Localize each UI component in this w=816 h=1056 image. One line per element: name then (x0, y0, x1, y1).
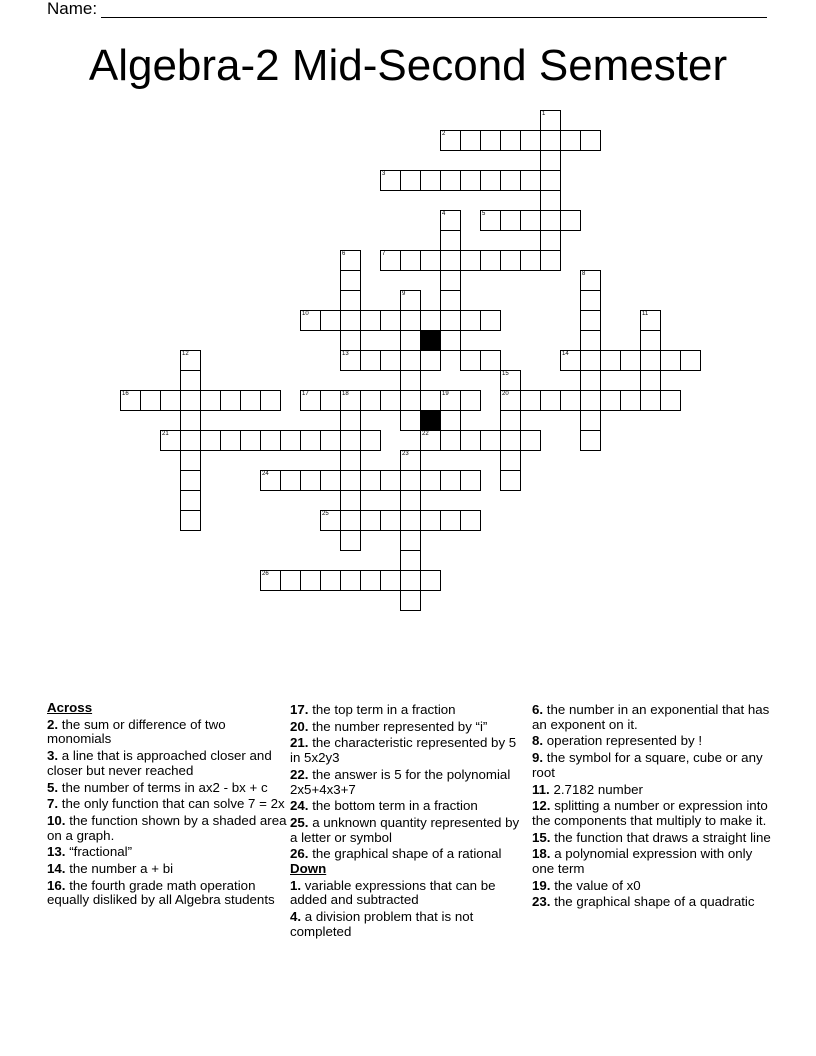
crossword-cell[interactable] (300, 470, 321, 491)
clue-item (47, 845, 287, 860)
crossword-cell[interactable] (440, 270, 461, 291)
clue-number-label: 17. (290, 702, 309, 717)
clue-number: 4 (442, 211, 446, 217)
clue-item (532, 751, 772, 780)
clue-item (532, 895, 772, 910)
crossword-cell[interactable] (200, 430, 221, 451)
crossword-cell[interactable] (340, 530, 361, 551)
crossword-cell[interactable] (580, 130, 601, 151)
crossword-cell[interactable] (500, 430, 521, 451)
crossword-cell[interactable] (440, 510, 461, 531)
clue-item (47, 781, 287, 796)
clue-item (290, 799, 526, 814)
clue-text: the number of terms in ax2 - bx + c (58, 779, 268, 795)
blocked-cell (420, 330, 441, 351)
clue-item (290, 720, 526, 735)
clue-number: 13 (342, 351, 349, 357)
clue-item (290, 703, 526, 718)
clue-number-label: 20. (290, 718, 309, 734)
crossword-cell[interactable] (340, 470, 361, 491)
clue-number-label: 24. (290, 798, 309, 814)
clue-text: the symbol for a square, cube or any root (532, 750, 763, 780)
clue-number-label: 5. (47, 779, 59, 795)
clue-text: a line that is approached closer and closer but never reached (47, 748, 272, 778)
clue-item (47, 797, 287, 812)
crossword-cell[interactable] (380, 470, 401, 491)
clue-number-label: 8. (532, 733, 544, 749)
crossword-cell[interactable] (340, 490, 361, 511)
clue-number: 26 (262, 571, 269, 577)
crossword-cell[interactable] (380, 390, 401, 411)
crossword-cell[interactable] (180, 450, 201, 471)
clue-number-label: 1. (290, 877, 302, 893)
clue-item (290, 847, 526, 862)
crossword-cell[interactable] (300, 310, 321, 331)
crossword-cell[interactable] (380, 350, 401, 371)
clue-text: the graphical shape of a quadratic (550, 894, 755, 910)
crossword-cell[interactable] (400, 330, 421, 351)
clue-number: 25 (322, 511, 329, 517)
crossword-cell[interactable] (580, 390, 601, 411)
crossword-cell[interactable] (440, 410, 461, 431)
crossword-cell[interactable] (540, 150, 561, 171)
crossword-cell[interactable] (380, 170, 401, 191)
crossword-cell[interactable] (420, 570, 441, 591)
crossword-cell[interactable] (640, 350, 661, 371)
crossword-cell[interactable] (340, 350, 361, 371)
crossword-cell[interactable] (360, 570, 381, 591)
clue-number: 15 (502, 371, 509, 377)
clue-number: 8 (582, 271, 586, 277)
clue-number-label: 9. (532, 750, 544, 766)
clue-text: the top term in a fraction (308, 702, 456, 717)
clue-number: 9 (402, 291, 406, 297)
crossword-cell[interactable] (480, 430, 501, 451)
clue-text: a unknown quantity represented by a letter or symbol (290, 814, 520, 845)
crossword-cell[interactable] (460, 510, 481, 531)
across-heading: Across (47, 700, 93, 715)
clue-number: 6 (342, 251, 346, 257)
crossword-cell[interactable] (180, 390, 201, 411)
clue-number: 20 (502, 391, 509, 397)
crossword-cell[interactable] (660, 350, 681, 371)
clue-number-label: 10. (47, 812, 66, 828)
clue-number-label: 18. (532, 846, 551, 862)
crossword-cell[interactable] (340, 330, 361, 351)
crossword-cell[interactable] (340, 410, 361, 431)
clue-item (47, 862, 287, 877)
crossword-cell[interactable] (180, 490, 201, 511)
crossword-cell[interactable] (500, 210, 521, 231)
clue-text: the number in an exponential that has an exponent on it. (532, 702, 770, 732)
crossword-cell[interactable] (580, 330, 601, 351)
crossword-cell[interactable] (620, 350, 641, 371)
crossword-cell[interactable] (400, 350, 421, 371)
clue-number: 21 (162, 431, 169, 437)
crossword-cell[interactable] (360, 310, 381, 331)
clue-number: 1 (542, 111, 546, 117)
crossword-cell[interactable] (580, 310, 601, 331)
crossword-cell[interactable] (420, 510, 441, 531)
crossword-cell[interactable] (520, 430, 541, 451)
crossword-cell[interactable] (400, 510, 421, 531)
clue-text: the only function that can solve 7 = 2x (58, 796, 285, 812)
crossword-cell[interactable] (540, 170, 561, 191)
crossword-cell[interactable] (400, 570, 421, 591)
crossword-cell[interactable] (340, 290, 361, 311)
crossword-cell[interactable] (480, 130, 501, 151)
crossword-cell[interactable] (440, 310, 461, 331)
crossword-cell[interactable] (480, 250, 501, 271)
crossword-cell[interactable] (180, 470, 201, 491)
crossword-cell[interactable] (640, 310, 661, 331)
crossword-cell[interactable] (460, 390, 481, 411)
clue-item (532, 799, 772, 828)
clue-number: 16 (122, 391, 129, 397)
crossword-cell[interactable] (480, 350, 501, 371)
crossword-cell[interactable] (400, 470, 421, 491)
crossword-cell[interactable] (260, 430, 281, 451)
clue-number-label: 11. (532, 781, 550, 797)
crossword-cell[interactable] (540, 190, 561, 211)
clue-text: the function that draws a straight line (550, 829, 771, 845)
crossword-cell[interactable] (440, 390, 461, 411)
clue-item (290, 879, 526, 908)
crossword-cell[interactable] (640, 370, 661, 391)
clue-text: splitting a number or expression into the components that multiply to make it. (532, 798, 768, 828)
clue-number: 12 (182, 351, 189, 357)
crossword-cell[interactable] (460, 170, 481, 191)
clue-item (47, 814, 287, 843)
crossword-cell[interactable] (420, 470, 441, 491)
crossword-cell[interactable] (540, 130, 561, 151)
crossword-cell[interactable] (340, 250, 361, 271)
crossword-cell[interactable] (200, 390, 221, 411)
clue-text: variable expressions that can be added and subtracted (290, 877, 496, 908)
crossword-cell[interactable] (440, 290, 461, 311)
crossword-cell[interactable] (440, 430, 461, 451)
crossword-cell[interactable] (580, 430, 601, 451)
clue-number-label: 12. (532, 798, 551, 814)
crossword-cell[interactable] (600, 350, 621, 371)
crossword-cell[interactable] (460, 130, 481, 151)
clue-text: operation represented by ! (543, 733, 703, 749)
clue-item (532, 703, 772, 732)
crossword-cell[interactable] (440, 130, 461, 151)
crossword-cell[interactable] (220, 430, 241, 451)
crossword-cell[interactable] (260, 390, 281, 411)
crossword-cell[interactable] (620, 390, 641, 411)
crossword-cell[interactable] (360, 510, 381, 531)
crossword-cell[interactable] (560, 390, 581, 411)
clue-number: 17 (302, 391, 309, 397)
clue-text: 2.7182 number (549, 781, 643, 797)
clue-number-label: 22. (290, 766, 309, 782)
crossword-cell[interactable] (520, 250, 541, 271)
name-label: Name: (47, 0, 98, 18)
crossword-cell[interactable] (400, 370, 421, 391)
crossword-cell[interactable] (360, 350, 381, 371)
crossword-cell[interactable] (460, 470, 481, 491)
clue-number-label: 19. (532, 877, 551, 893)
crossword-cell[interactable] (340, 270, 361, 291)
crossword-cell[interactable] (500, 410, 521, 431)
clue-text: the answer is 5 for the polynomial 2x5+4x3+7 (290, 766, 511, 797)
clue-item (290, 910, 526, 939)
crossword-cell[interactable] (520, 130, 541, 151)
clue-number: 18 (342, 391, 349, 397)
crossword-cell[interactable] (500, 370, 521, 391)
crossword-cell[interactable] (540, 210, 561, 231)
clue-text: the bottom term in a fraction (308, 798, 478, 814)
clue-item (290, 816, 526, 845)
clue-item (47, 879, 287, 908)
crossword-cell[interactable] (300, 390, 321, 411)
crossword-cell[interactable] (400, 450, 421, 471)
crossword-cell[interactable] (340, 450, 361, 471)
crossword-cell[interactable] (520, 390, 541, 411)
crossword-cell[interactable] (340, 510, 361, 531)
crossword-cell[interactable] (240, 430, 261, 451)
crossword-cell[interactable] (120, 390, 141, 411)
crossword-cell[interactable] (680, 350, 701, 371)
clue-number-label: 2. (47, 716, 59, 732)
clue-column-1 (47, 701, 287, 908)
clue-item (532, 879, 772, 894)
clue-text: the graphical shape of a rational (308, 846, 502, 862)
crossword-cell[interactable] (180, 350, 201, 371)
crossword-cell[interactable] (400, 390, 421, 411)
clue-text: the sum or difference of two monomials (47, 716, 226, 747)
clue-number-label: 21. (290, 735, 309, 751)
crossword-cell[interactable] (580, 290, 601, 311)
crossword-cell[interactable] (160, 430, 181, 451)
crossword-cell[interactable] (540, 230, 561, 251)
crossword-cell[interactable] (480, 170, 501, 191)
crossword-cell[interactable] (400, 490, 421, 511)
crossword-cell[interactable] (660, 390, 681, 411)
clue-number-label: 3. (47, 748, 59, 764)
clue-text: the characteristic represented by 5 in 5x2y3 (290, 735, 517, 766)
clue-text: a polynomial expression with only one term (532, 846, 753, 877)
clue-number: 5 (482, 211, 486, 217)
crossword-cell[interactable] (340, 430, 361, 451)
crossword-cell[interactable] (320, 310, 341, 331)
clue-number: 23 (402, 451, 409, 457)
crossword-cell[interactable] (320, 430, 341, 451)
clue-item (47, 718, 287, 747)
crossword-cell[interactable] (500, 130, 521, 151)
clue-number-label: 25. (290, 814, 309, 830)
clue-item (532, 734, 772, 749)
clue-text: the value of x0 (550, 877, 641, 893)
clue-item (47, 749, 287, 778)
crossword-cell[interactable] (340, 570, 361, 591)
crossword-cell[interactable] (480, 310, 501, 331)
crossword-cell[interactable] (400, 530, 421, 551)
clue-number-label: 4. (290, 909, 302, 925)
clue-text: the function shown by a shaded area on a graph. (47, 812, 287, 843)
crossword-cell[interactable] (460, 350, 481, 371)
crossword-cell[interactable] (640, 330, 661, 351)
crossword-cell[interactable] (300, 570, 321, 591)
crossword-cell[interactable] (440, 170, 461, 191)
clue-column-3 (532, 701, 772, 910)
crossword-cell[interactable] (560, 210, 581, 231)
clue-text: the fourth grade math operation equally disliked by all Algebra students (47, 877, 275, 908)
clue-text: the number represented by “i” (308, 718, 488, 734)
crossword-cell[interactable] (420, 390, 441, 411)
crossword-cell[interactable] (460, 430, 481, 451)
clue-text: a division problem that is not completed (290, 909, 474, 939)
crossword-cell[interactable] (600, 390, 621, 411)
crossword-cell[interactable] (180, 370, 201, 391)
crossword-cell[interactable] (580, 350, 601, 371)
crossword-cell[interactable] (400, 590, 421, 611)
crossword-cell[interactable] (340, 310, 361, 331)
clue-text: the number a + bi (65, 861, 174, 877)
crossword-cell[interactable] (480, 210, 501, 231)
crossword-cell[interactable] (500, 450, 521, 471)
crossword-cell[interactable] (140, 390, 161, 411)
crossword-cell[interactable] (240, 390, 261, 411)
clue-number: 7 (382, 251, 386, 257)
crossword-cell[interactable] (440, 250, 461, 271)
crossword-cell[interactable] (440, 230, 461, 251)
crossword-cell[interactable] (500, 170, 521, 191)
clue-number-label: 16. (47, 877, 66, 893)
clue-number-label: 26. (290, 846, 309, 862)
crossword-cell[interactable] (420, 350, 441, 371)
crossword-cell[interactable] (280, 470, 301, 491)
crossword-cell[interactable] (180, 510, 201, 531)
crossword-cell[interactable] (280, 430, 301, 451)
clue-item (290, 768, 526, 797)
crossword-cell[interactable] (380, 510, 401, 531)
clue-number: 19 (442, 391, 449, 397)
crossword-cell[interactable] (560, 350, 581, 371)
clue-number-label: 6. (532, 702, 544, 717)
crossword-cell[interactable] (640, 390, 661, 411)
crossword-cell[interactable] (420, 310, 441, 331)
crossword-cell[interactable] (500, 250, 521, 271)
crossword-cell[interactable] (180, 430, 201, 451)
crossword-cell[interactable] (500, 390, 521, 411)
crossword-cell[interactable] (260, 470, 281, 491)
crossword-cell[interactable] (400, 170, 421, 191)
crossword-cell[interactable] (160, 390, 181, 411)
crossword-cell[interactable] (500, 470, 521, 491)
crossword-cell[interactable] (400, 250, 421, 271)
crossword-cell[interactable] (320, 390, 341, 411)
crossword-cell[interactable] (280, 570, 301, 591)
clue-number-label: 15. (532, 829, 551, 845)
crossword-cell[interactable] (580, 370, 601, 391)
crossword-cell[interactable] (540, 250, 561, 271)
clue-number-label: 14. (47, 861, 66, 877)
clue-item (532, 847, 772, 876)
crossword-cell[interactable] (360, 430, 381, 451)
crossword-cell[interactable] (520, 170, 541, 191)
crossword-cell[interactable] (260, 570, 281, 591)
clue-text: “fractional” (65, 844, 133, 860)
crossword-cell[interactable] (440, 470, 461, 491)
crossword-cell[interactable] (220, 390, 241, 411)
crossword-cell[interactable] (420, 170, 441, 191)
crossword-cell[interactable] (440, 330, 461, 351)
crossword-cell[interactable] (340, 390, 361, 411)
blocked-cell (420, 410, 441, 431)
crossword-cell[interactable] (360, 390, 381, 411)
crossword-cell[interactable] (520, 210, 541, 231)
clue-number: 3 (382, 171, 386, 177)
crossword-cell[interactable] (320, 470, 341, 491)
clue-number-label: 7. (47, 796, 59, 812)
crossword-cell[interactable] (360, 470, 381, 491)
crossword-cell[interactable] (540, 110, 561, 131)
crossword-cell[interactable] (400, 410, 421, 431)
crossword-cell[interactable] (300, 430, 321, 451)
crossword-cell[interactable] (380, 570, 401, 591)
clue-item (290, 736, 526, 765)
crossword-cell[interactable] (580, 270, 601, 291)
crossword-cell[interactable] (180, 410, 201, 431)
crossword-cell[interactable] (400, 310, 421, 331)
crossword-cell[interactable] (420, 430, 441, 451)
clue-number: 11 (642, 311, 649, 317)
crossword-cell[interactable] (400, 550, 421, 571)
crossword-cell[interactable] (460, 250, 481, 271)
crossword-cell[interactable] (420, 250, 441, 271)
clue-item (532, 831, 772, 846)
crossword-cell[interactable] (400, 290, 421, 311)
crossword-cell[interactable] (380, 310, 401, 331)
page-title: Algebra-2 Mid-Second Semester (88, 41, 728, 90)
clue-number: 10 (302, 311, 309, 317)
clue-number-label: 23. (532, 894, 551, 910)
clue-column-2 (290, 701, 526, 940)
crossword-cell[interactable] (440, 210, 461, 231)
crossword-cell[interactable] (560, 130, 581, 151)
clue-number: 24 (262, 471, 269, 477)
clue-number: 2 (442, 131, 446, 137)
clue-item (532, 783, 772, 798)
crossword-cell[interactable] (540, 390, 561, 411)
down-heading: Down (290, 861, 327, 877)
clue-number-label: 13. (47, 844, 66, 860)
clue-number: 14 (562, 351, 569, 357)
crossword-cell[interactable] (380, 250, 401, 271)
crossword-cell[interactable] (320, 570, 341, 591)
clue-number: 22 (422, 431, 429, 437)
crossword-cell[interactable] (580, 410, 601, 431)
crossword-cell[interactable] (320, 510, 341, 531)
crossword-cell[interactable] (460, 310, 481, 331)
